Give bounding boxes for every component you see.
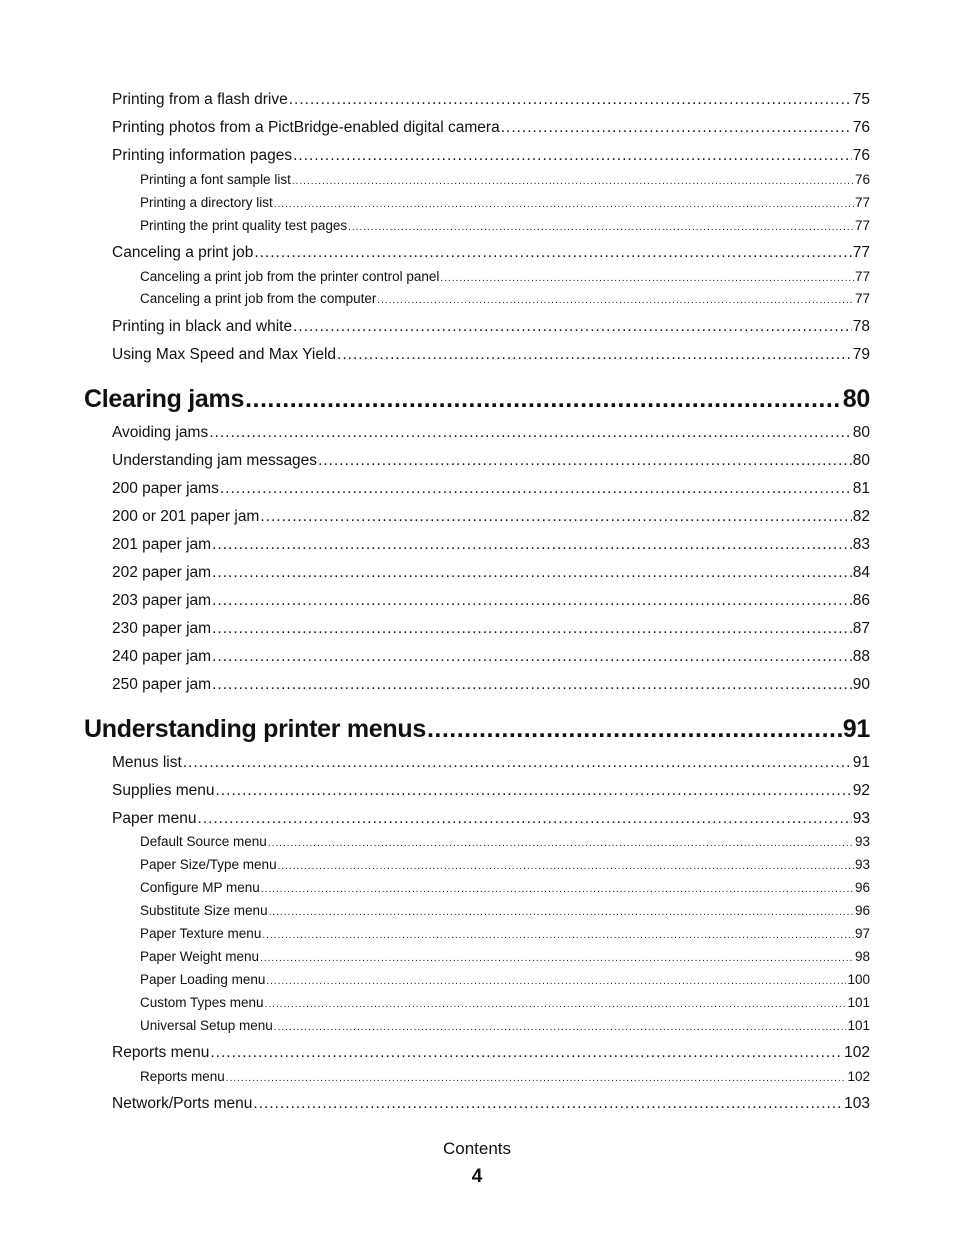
dot-leader — [245, 385, 842, 414]
toc-entry[interactable] — [112, 1095, 870, 1113]
toc-entry-title: Canceling a print job from the printer control panel — [140, 269, 440, 284]
toc-entry[interactable] — [140, 1069, 870, 1084]
dot-leader — [253, 1095, 843, 1113]
dot-leader — [318, 452, 852, 470]
toc-entry-title: Menus list — [112, 754, 182, 771]
toc-entry[interactable] — [112, 810, 870, 828]
toc-chapter[interactable] — [84, 385, 870, 414]
toc-entry-page: 96 — [854, 903, 870, 918]
toc-entry-page: 76 — [854, 172, 870, 187]
toc-entry-page: 97 — [854, 926, 870, 941]
toc-entry[interactable] — [112, 676, 870, 694]
dot-leader — [220, 480, 852, 498]
toc-entry-title: Printing from a flash drive — [112, 91, 288, 108]
toc-entry[interactable] — [140, 926, 870, 941]
toc-entry[interactable] — [112, 147, 870, 165]
toc-entry-page: 77 — [854, 269, 870, 284]
toc-entry-title: Canceling a print job from the computer — [140, 291, 377, 306]
dot-leader — [209, 424, 852, 442]
toc-entry-page: 77 — [854, 218, 870, 233]
toc-entry-page: 76 — [852, 147, 870, 164]
toc-entry-page: 96 — [854, 880, 870, 895]
toc-entry-title: Using Max Speed and Max Yield — [112, 346, 337, 363]
toc-entry-page: 102 — [844, 1044, 870, 1061]
toc-entry-page: 84 — [852, 564, 870, 581]
toc-entry-title: Universal Setup menu — [140, 1018, 273, 1033]
toc-entry-page: 80 — [842, 385, 870, 413]
dot-leader — [197, 810, 851, 828]
toc-entry-page: 91 — [852, 754, 870, 771]
toc-entry-title: Understanding printer menus — [84, 715, 426, 743]
toc-entry[interactable] — [140, 972, 870, 987]
toc-entry[interactable] — [112, 564, 870, 582]
toc-entry-page: 77 — [854, 195, 870, 210]
dot-leader — [278, 861, 854, 872]
toc-entry-title: 201 paper jam — [112, 536, 212, 553]
dot-leader — [212, 648, 852, 666]
toc-entry-page: 88 — [852, 648, 870, 665]
dot-leader — [268, 838, 854, 849]
footer-page-number: 4 — [471, 1166, 483, 1187]
toc-entry-page: 82 — [852, 508, 870, 525]
toc-entry[interactable] — [112, 480, 870, 498]
toc-entry-title: 202 paper jam — [112, 564, 212, 581]
toc-entry-title: 200 or 201 paper jam — [112, 508, 260, 525]
dot-leader — [440, 273, 854, 284]
toc-entry[interactable] — [140, 880, 870, 895]
dot-leader — [260, 508, 851, 526]
dot-leader — [210, 1044, 843, 1062]
footer-section-label: Contents — [442, 1139, 512, 1158]
dot-leader — [337, 346, 852, 364]
dot-leader — [274, 199, 854, 210]
toc-entry-page: 80 — [852, 452, 870, 469]
toc-entry[interactable] — [140, 291, 870, 306]
toc-entry-title: 230 paper jam — [112, 620, 212, 637]
toc-entry-page: 80 — [852, 424, 870, 441]
toc-entry[interactable] — [112, 91, 870, 109]
dot-leader — [269, 907, 854, 918]
toc-entry[interactable] — [112, 452, 870, 470]
toc-entry[interactable] — [112, 346, 870, 364]
dot-leader — [212, 536, 852, 554]
dot-leader — [262, 930, 854, 941]
toc-entry[interactable] — [112, 782, 870, 800]
toc-entry-page: 103 — [844, 1095, 870, 1112]
toc-entry[interactable] — [140, 172, 870, 187]
dot-leader — [289, 91, 852, 109]
toc-entry-title: Reports menu — [140, 1069, 225, 1084]
toc-entry-page: 93 — [854, 834, 870, 849]
dot-leader — [274, 1022, 847, 1033]
toc-entry-title: Custom Types menu — [140, 995, 264, 1010]
toc-entry[interactable] — [112, 620, 870, 638]
dot-leader — [212, 564, 852, 582]
toc-entry-title: Understanding jam messages — [112, 452, 318, 469]
dot-leader — [212, 620, 852, 638]
toc-entry[interactable] — [140, 218, 870, 233]
dot-leader — [183, 754, 852, 772]
dot-leader — [212, 592, 852, 610]
toc-entry-title: Configure MP menu — [140, 880, 260, 895]
dot-leader — [377, 295, 854, 306]
toc-entry[interactable] — [112, 119, 870, 137]
dot-leader — [265, 999, 847, 1010]
toc-entry-title: 200 paper jams — [112, 480, 219, 497]
toc-entry[interactable] — [140, 949, 870, 964]
toc-entry-title: Printing a font sample list — [140, 172, 291, 187]
toc-entry-title: Reports menu — [112, 1044, 210, 1061]
toc-entry[interactable] — [112, 1044, 870, 1062]
toc-entry-title: Substitute Size menu — [140, 903, 268, 918]
toc-entry-page: 76 — [852, 119, 870, 136]
toc-entry-title: Printing the print quality test pages — [140, 218, 348, 233]
toc-entry-title: 250 paper jam — [112, 676, 212, 693]
dot-leader — [226, 1073, 847, 1084]
dot-leader — [293, 318, 852, 336]
toc-entry-page: 102 — [847, 1069, 870, 1084]
toc-entry[interactable] — [140, 269, 870, 284]
toc-entry-title: Printing in black and white — [112, 318, 293, 335]
toc-entry[interactable] — [112, 244, 870, 262]
toc-entry-title: Paper Weight menu — [140, 949, 260, 964]
toc-entry-title: Paper menu — [112, 810, 197, 827]
dot-leader — [427, 715, 842, 744]
toc-entry-title: Paper Texture menu — [140, 926, 262, 941]
toc-entry[interactable] — [140, 834, 870, 849]
toc-entry-page: 92 — [852, 782, 870, 799]
toc-entry-title: Printing photos from a PictBridge-enabled digital camera — [112, 119, 500, 136]
toc-chapter[interactable] — [84, 715, 870, 744]
toc-entry-title: Avoiding jams — [112, 424, 209, 441]
toc-entry-page: 79 — [852, 346, 870, 363]
toc-entry-page: 101 — [847, 1018, 870, 1033]
toc-entry[interactable] — [140, 857, 870, 872]
dot-leader — [266, 976, 846, 987]
toc-entry-page: 101 — [847, 995, 870, 1010]
toc-entry-title: Network/Ports menu — [112, 1095, 253, 1112]
toc-entry[interactable] — [140, 903, 870, 918]
toc-entry-page: 91 — [842, 715, 870, 743]
toc-entry-title: 240 paper jam — [112, 648, 212, 665]
toc-entry-title: Clearing jams — [84, 385, 245, 413]
toc-entry-page: 87 — [852, 620, 870, 637]
toc-entry-page: 77 — [852, 244, 870, 261]
toc-entry[interactable] — [112, 536, 870, 554]
toc-entry-title: Paper Size/Type menu — [140, 857, 277, 872]
toc-entry-title: Printing information pages — [112, 147, 293, 164]
dot-leader — [254, 244, 851, 262]
toc-entry-page: 90 — [852, 676, 870, 693]
toc-entry-title: 203 paper jam — [112, 592, 212, 609]
dot-leader — [501, 119, 852, 137]
toc-entry-title: Default Source menu — [140, 834, 267, 849]
toc-entry-page: 75 — [852, 91, 870, 108]
toc-entry-page: 98 — [854, 949, 870, 964]
toc-entry[interactable] — [112, 424, 870, 442]
toc-entry[interactable] — [112, 508, 870, 526]
dot-leader — [348, 222, 854, 233]
dot-leader — [293, 147, 852, 165]
toc-entry-page: 81 — [852, 480, 870, 497]
dot-leader — [260, 953, 854, 964]
toc-entry-title: Printing a directory list — [140, 195, 273, 210]
dot-leader — [261, 884, 854, 895]
dot-leader — [216, 782, 852, 800]
toc-entry[interactable] — [112, 318, 870, 336]
dot-leader — [212, 676, 852, 694]
toc-entry[interactable] — [112, 754, 870, 772]
toc-entry[interactable] — [140, 195, 870, 210]
toc-entry-page: 93 — [854, 857, 870, 872]
toc-entry-page: 100 — [847, 972, 870, 987]
toc-entry-page: 93 — [852, 810, 870, 827]
toc-entry[interactable] — [112, 648, 870, 666]
toc-entry-title: Supplies menu — [112, 782, 215, 799]
toc-entry[interactable] — [140, 995, 870, 1010]
toc-entry-title: Canceling a print job — [112, 244, 254, 261]
toc-entry[interactable] — [140, 1018, 870, 1033]
dot-leader — [292, 176, 854, 187]
toc-entry-title: Paper Loading menu — [140, 972, 266, 987]
toc-entry-page: 83 — [852, 536, 870, 553]
toc-entry-page: 78 — [852, 318, 870, 335]
toc-entry[interactable] — [112, 592, 870, 610]
toc-entry-page: 86 — [852, 592, 870, 609]
toc-entry-page: 77 — [854, 291, 870, 306]
